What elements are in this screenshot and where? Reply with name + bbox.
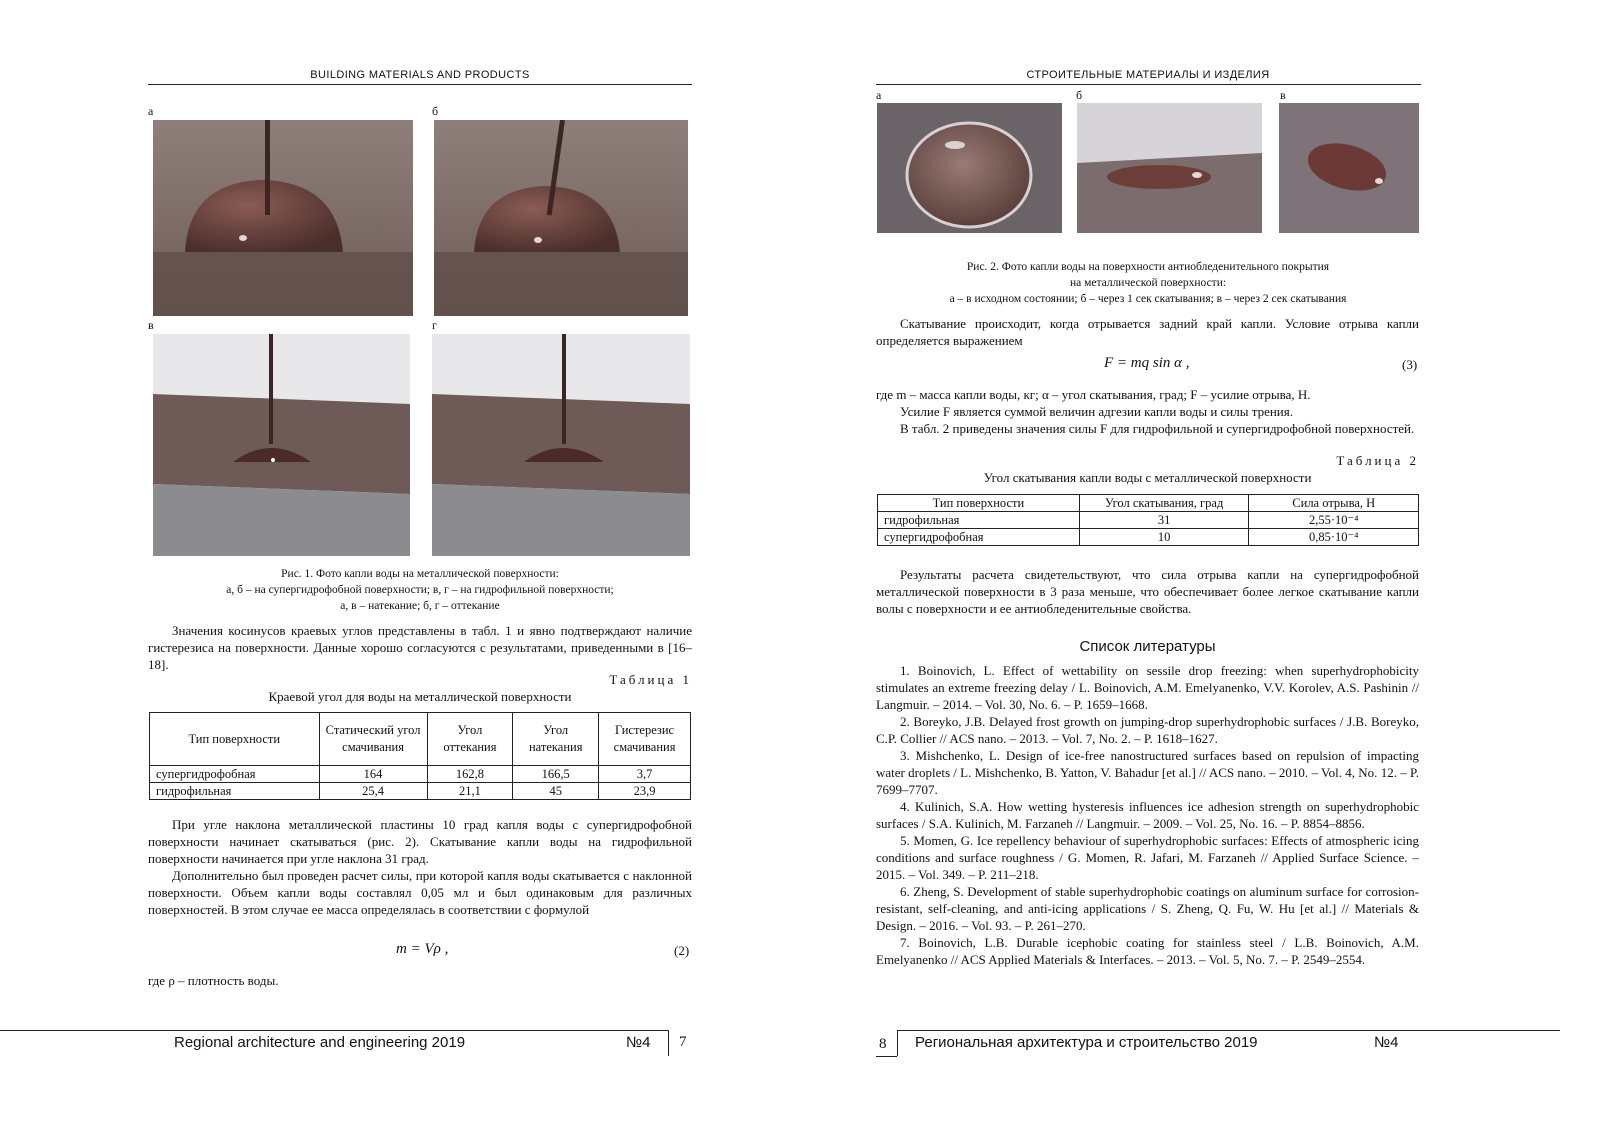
footer-page-left: 7: [679, 1034, 687, 1050]
paragraph-text: Значения косинусов краевых углов представлены в табл. 1 и явно подтверждают наличие гистерезиса на поверхности. Данные хорошо согласуются с результатами, приведенными в [16–18].: [148, 623, 692, 672]
fig1-photo-g: [432, 334, 690, 556]
reference-item: 2. Boreyko, J.B. Delayed frost growth on jumping-drop superhydrophobic surfaces / J.B. Boreyko, C.P. Collier // ACS nano. – 2013. – Vol. 7, No. 2. – P. 1618–1627.: [876, 714, 1419, 746]
table-row: [150, 783, 691, 800]
fig1-label-g: г: [432, 318, 437, 332]
running-header-right: СТРОИТЕЛЬНЫЕ МАТЕРИАЛЫ И ИЗДЕЛИЯ: [1026, 69, 1270, 81]
footer-divider-right: [897, 1030, 898, 1056]
table1-title: Краевой угол для воды на металлической поверхности: [268, 689, 572, 704]
table-cell: 0,85·10⁻⁴: [1249, 529, 1419, 546]
fig1-photo-b: [434, 120, 688, 316]
fig1-caption-line: а, б – на супергидрофобной поверхности; в, г – на гидрофильной поверхности;: [226, 584, 614, 596]
table2: [877, 494, 1419, 546]
paragraph-text: В табл. 2 приведены значения силы F для гидрофильной и супергидрофобной поверхностей.: [900, 421, 1415, 436]
fig1-caption-line: Рис. 1. Фото капли воды на металлической поверхности:: [281, 568, 559, 580]
table-header-cell: Угол натекания: [513, 713, 599, 766]
table-cell: 162,8: [427, 766, 513, 783]
table-header-cell: Гистерезис смачивания: [599, 713, 691, 766]
header-rule-left: [148, 84, 692, 85]
table-row: [878, 512, 1419, 529]
table-cell: 166,5: [513, 766, 599, 783]
formula-3-number: (3): [1402, 357, 1418, 372]
fig2-caption: [876, 259, 1420, 307]
left-paragraph-2: [148, 816, 692, 918]
paragraph-text: Скатывание происходит, когда отрывается задний край капли. Условие отрыва капли определяется выражением: [876, 316, 1419, 348]
table1: [149, 712, 691, 800]
table-cell: 45: [513, 783, 599, 800]
fig1-photo-a: [153, 120, 413, 316]
reference-item: 3. Mishchenko, L. Design of ice-free nanostructured surfaces based on repulsion of impacting water droplets / L. Mishchenko, B. Yatton, V. Bahadur [et al.] // ACS nano. – 2010. – Vol. 4, No. 12. – P. 7699–7707.: [876, 748, 1419, 797]
table-header-cell: Угол скатывания, град: [1079, 495, 1249, 512]
fig2-photo-b: [1077, 103, 1262, 233]
table-cell: 10: [1079, 529, 1249, 546]
fig1-label-b: б: [432, 104, 439, 118]
reference-item: 1. Boinovich, L. Effect of wettability on sessile drop freezing: when superhydrophobicity stimulates an extreme freezing delay / L. Boinovich, A.M. Emelyanenko, V.V. Korolev, A.S. Pashinin // Langmuir. – 2014. – Vol. 30, No. 6. – P. 1659–1668.: [876, 663, 1419, 712]
table-cell: 23,9: [599, 783, 691, 800]
table-cell: 31: [1079, 512, 1249, 529]
footer-page-right: 8: [879, 1036, 887, 1052]
table2-number: Таблица 2: [1336, 453, 1419, 468]
table-cell: 3,7: [599, 766, 691, 783]
table-header-cell: Сила отрыва, Н: [1249, 495, 1419, 512]
reference-item: 7. Boinovich, L.B. Durable icephobic coating for stainless steel / L.B. Boinovich, A.M. Emelyanenko // ACS Applied Materials & Interfaces. – 2013. – Vol. 5, No. 7. – P. 2549–2554.: [876, 935, 1419, 967]
table-header-cell: Тип поверхности: [878, 495, 1080, 512]
table-row: [878, 529, 1419, 546]
table-cell: 2,55·10⁻⁴: [1249, 512, 1419, 529]
fig2-label-a: а: [876, 88, 882, 102]
left-paragraph-1: [148, 622, 692, 673]
table-cell: супергидрофобная: [878, 529, 1080, 546]
reference-item: 4. Kulinich, S.A. How wetting hysteresis influences ice adhesion strength on superhydrophobic surfaces / S.A. Kulinich, M. Farzaneh // Langmuir. – 2009. – Vol. 25, No. 16. – P. 8854–8856.: [876, 799, 1419, 831]
table-cell: 21,1: [427, 783, 513, 800]
formula-2: m = Vρ ,: [396, 941, 449, 957]
footer-page-underline-right: [876, 1056, 897, 1057]
fig1-caption-line: а, в – натекание; б, г – оттекание: [340, 600, 500, 612]
table-cell: гидрофильная: [150, 783, 320, 800]
fig1-photo-v: [153, 334, 410, 556]
table-header-cell: Статический угол смачивания: [319, 713, 427, 766]
fig2-caption-line: Рис. 2. Фото капли воды на поверхности антиобледенительного покрытия: [966, 261, 1330, 273]
table-cell: гидрофильная: [878, 512, 1080, 529]
footer-journal-right: Региональная архитектура и строительство 2019: [915, 1034, 1258, 1051]
table-header-row: [150, 713, 691, 766]
fig2-label-v: в: [1280, 88, 1286, 102]
running-header-left: BUILDING MATERIALS AND PRODUCTS: [310, 69, 530, 81]
table-cell: 164: [319, 766, 427, 783]
footer-rule-left: [0, 1030, 668, 1031]
table-header-cell: Тип поверхности: [150, 713, 320, 766]
fig2-photo-a: [877, 103, 1062, 233]
fig2-photo-v: [1279, 103, 1419, 233]
table-cell: 25,4: [319, 783, 427, 800]
paragraph-text: где ρ – плотность воды.: [148, 973, 279, 988]
footer-issue-left: №4: [626, 1034, 651, 1051]
paragraph-text: Усилие F является суммой величин адгезии капли воды и силы трения.: [900, 404, 1293, 419]
footer-divider-left: [668, 1030, 669, 1056]
right-paragraph-2: [876, 386, 1419, 437]
left-paragraph-3: [148, 972, 692, 989]
reference-item: 6. Zheng, S. Development of stable superhydrophobic coatings on aluminum surface for corrosion-resistant, self-cleaning, and anti-icing applications / S. Zheng, Q. Fu, W. Hu [et al.] // Materials & Design. – 2016. – Vol. 93. – P. 261–270.: [876, 884, 1419, 933]
right-paragraph-3: [876, 566, 1419, 617]
fig1-caption: [148, 566, 692, 614]
footer-rule-right: [897, 1030, 1560, 1031]
fig2-label-b: б: [1076, 88, 1083, 102]
fig2-caption-line: на металлической поверхности:: [1069, 277, 1227, 289]
formula-2-number: (2): [674, 943, 690, 958]
formula-3: F = mq sin α ,: [1104, 355, 1190, 371]
table2-title: Угол скатывания капли воды с металлической поверхности: [983, 470, 1312, 485]
table-row: [150, 766, 691, 783]
fig1-label-v: в: [148, 318, 154, 332]
paragraph-text: где m – масса капли воды, кг; α – угол скатывания, град; F – усилие отрыва, Н.: [876, 387, 1311, 402]
right-paragraph-1: [876, 315, 1419, 349]
fig1-label-a: а: [148, 104, 154, 118]
header-rule-right: [876, 84, 1421, 85]
references-heading: Список литературы: [1079, 638, 1216, 655]
paragraph-text: Дополнительно был проведен расчет силы, при которой капля воды скатывается с наклонной поверхности. Объем капли воды составлял 0,05 мл и был одинаковым для различных поверхностей. В этом случае ее масса определялась в соответствии с формулой: [148, 868, 692, 917]
footer-journal-left: Regional architecture and engineering 2019: [174, 1034, 466, 1051]
footer-issue-right: №4: [1374, 1034, 1399, 1051]
table-header-row: [878, 495, 1419, 512]
references-list: [876, 662, 1419, 968]
paragraph-text: Результаты расчета свидетельствуют, что сила отрыва капли на супергидрофобной металлической поверхности в 3 раза меньше, что обеспечивает более легкое скатывание капли волы с поверхности и ее антиобледенительные свойства.: [876, 567, 1419, 616]
fig2-caption-line: а – в исходном состоянии; б – через 1 сек скатывания; в – через 2 сек скатывания: [949, 293, 1347, 305]
paragraph-text: При угле наклона металлической пластины 10 град капля воды с супергидрофобной поверхности начинает скатываться (рис. 2). Скатывание капли воды на гидрофильной поверхности начинается при угле наклона 31 град.: [148, 817, 692, 866]
table-header-cell: Угол оттекания: [427, 713, 513, 766]
table-cell: супергидрофобная: [150, 766, 320, 783]
table1-number: Таблица 1: [609, 672, 692, 687]
reference-item: 5. Momen, G. Ice repellency behaviour of superhydrophobic surfaces: Effects of atmospheric icing conditions and surface roughness / G. Momen, R. Jafari, M. Farzaneh // Applied Surface Science. – 2015. – Vol. 349. – P. 211–218.: [876, 833, 1419, 882]
